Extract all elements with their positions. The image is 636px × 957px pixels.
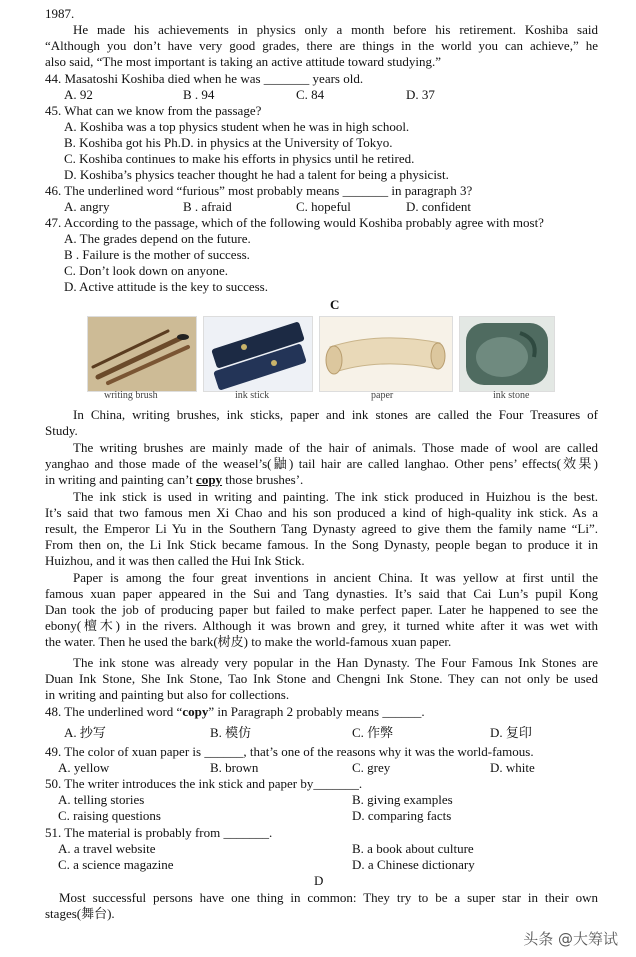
q51-stem: 51. The material is probably from _______. bbox=[45, 825, 273, 840]
q48-stem-before: 48. The underlined word “ bbox=[45, 704, 183, 719]
q48-option-b[interactable]: B. 模仿 bbox=[210, 725, 252, 740]
q49-option-d[interactable]: D. white bbox=[490, 760, 535, 775]
p2-text-before: in writing and painting can’t bbox=[45, 472, 197, 487]
passage-c-p4-line-1: Paper is among the four great inventions in ancient China. It was yellow at first until the bbox=[73, 570, 598, 585]
q51-option-c[interactable]: C. a science magazine bbox=[58, 857, 174, 872]
passage-c-p2-line-1: The writing brushes are mainly made of the hair of animals. Those made of wool are called bbox=[73, 440, 598, 455]
q48-stem-after: ” in Paragraph 2 probably means ______. bbox=[208, 704, 425, 719]
passage-c-p3-line-1: The ink stick is used in writing and painting. The ink stick produced in Huizhou is the best. bbox=[73, 489, 598, 504]
passage-c-p2-line-3 bbox=[45, 472, 303, 488]
top-fragment: 1987. bbox=[45, 6, 75, 21]
passage-c-p5-line-3: in writing and painting but also for collections. bbox=[45, 687, 290, 702]
caption-writing-brush: writing brush bbox=[104, 390, 158, 401]
q48-option-d[interactable]: D. 复印 bbox=[490, 725, 532, 740]
q44-option-b[interactable]: B . 94 bbox=[183, 87, 215, 102]
passage-c-p5-line-2: Duan Ink Stone, She Ink Stone, Tao Ink Stone and Chengni Ink Stone. They can not only be used bbox=[45, 671, 598, 686]
underlined-word-copy: copy bbox=[196, 472, 223, 487]
q45-stem: 45. What can we know from the passage? bbox=[45, 103, 262, 118]
caption-ink-stick: ink stick bbox=[235, 390, 270, 401]
q50-option-a[interactable]: A. telling stories bbox=[58, 792, 145, 807]
q49-option-b[interactable]: B. brown bbox=[210, 760, 259, 775]
passage-c-p1-line-1: In China, writing brushes, ink sticks, paper and ink stones are called the Four Treasures of bbox=[73, 407, 598, 422]
q48-option-a[interactable]: A. 抄写 bbox=[64, 725, 106, 740]
ink-stick-image bbox=[203, 316, 313, 392]
caption-paper: paper bbox=[371, 390, 394, 401]
section-c-heading: C bbox=[330, 297, 340, 312]
q50-stem: 50. The writer introduces the ink stick and paper by_______. bbox=[45, 776, 363, 791]
q44-option-a[interactable]: A. 92 bbox=[64, 87, 93, 102]
q47-option-d[interactable]: D. Active attitude is the key to success. bbox=[64, 279, 268, 294]
q48-option-c[interactable]: C. 作弊 bbox=[352, 725, 394, 740]
q51-option-d[interactable]: D. a Chinese dictionary bbox=[352, 857, 475, 872]
passage-c-p3-line-2: It’s said that two famous men Xi Chao and his son produced a kind of high-quality ink stick. As a bbox=[45, 505, 598, 520]
watermark: 头条 @大筹试 bbox=[523, 930, 618, 948]
passage-d-line-1: Most successful persons have one thing in common: They try to be a super star in their own bbox=[59, 890, 598, 905]
q45-option-d[interactable]: D. Koshiba’s physics teacher thought he had a talent for being a physicist. bbox=[64, 167, 449, 182]
q51-option-a[interactable]: A. a travel website bbox=[58, 841, 156, 856]
q44-option-d[interactable]: D. 37 bbox=[406, 87, 435, 102]
passage-c-p3-line-3: result, the Emperor Li Yu in the Southern Tang Dynasty agreed to give them the family name “Li”. bbox=[45, 521, 598, 536]
q46-stem: 46. The underlined word “furious” most probably means _______ in paragraph 3? bbox=[45, 183, 473, 198]
passage-b-line-2: “Although you don’t have very good grades, there are things in the world you can achieve,” he bbox=[45, 38, 598, 53]
q50-option-d[interactable]: D. comparing facts bbox=[352, 808, 452, 823]
p2-text-after: those brushes’. bbox=[222, 472, 304, 487]
q45-option-b[interactable]: B. Koshiba got his Ph.D. in physics at the University of Tokyo. bbox=[64, 135, 393, 150]
q47-option-b[interactable]: B . Failure is the mother of success. bbox=[64, 247, 250, 262]
q44-option-c[interactable]: C. 84 bbox=[296, 87, 325, 102]
q50-option-c[interactable]: C. raising questions bbox=[58, 808, 161, 823]
writing-brush-image bbox=[87, 316, 197, 392]
passage-c-p4-line-5: the water. Then he used the bark(树皮) to make the world-famous xuan paper. bbox=[45, 634, 452, 649]
q46-option-c[interactable]: C. hopeful bbox=[296, 199, 351, 214]
passage-d-line-2: stages(舞台). bbox=[45, 906, 115, 921]
ink-stone-image bbox=[459, 316, 555, 392]
q51-option-b[interactable]: B. a book about culture bbox=[352, 841, 474, 856]
passage-b-line-3: also said, “The most important is taking an active attitude toward studying.” bbox=[45, 54, 442, 69]
passage-b-line-1: He made his achievements in physics only a month before his retirement. Koshiba said bbox=[73, 22, 598, 37]
q49-stem: 49. The color of xuan paper is ______, that’s one of the reasons why it was the world-famous. bbox=[45, 744, 534, 759]
q48-stem bbox=[45, 704, 425, 720]
paper-image bbox=[319, 316, 453, 392]
caption-ink-stone: ink stone bbox=[493, 390, 530, 401]
q45-option-c[interactable]: C. Koshiba continues to make his efforts in physics until he retired. bbox=[64, 151, 415, 166]
passage-c-p2-line-2: yanghao and those made of the weasel’s(鼬) tail hair are called langhao. Other pens’ effects(效果) bbox=[45, 456, 598, 471]
q46-option-a[interactable]: A. angry bbox=[64, 199, 110, 214]
passage-c-p4-line-3: Dan took the job of producing paper but failed to make perfect paper. Later he happened to see the bbox=[45, 602, 598, 617]
q44-stem: 44. Masatoshi Koshiba died when he was _______ years old. bbox=[45, 71, 364, 86]
passage-c-p3-line-5: Huizhou, and it was then called the Hui Ink Stick. bbox=[45, 553, 305, 568]
q46-option-d[interactable]: D. confident bbox=[406, 199, 471, 214]
q45-option-a[interactable]: A. Koshiba was a top physics student when he was in high school. bbox=[64, 119, 410, 134]
q49-option-a[interactable]: A. yellow bbox=[58, 760, 110, 775]
q49-option-c[interactable]: C. grey bbox=[352, 760, 391, 775]
q47-stem: 47. According to the passage, which of the following would Koshiba probably agree with most? bbox=[45, 215, 544, 230]
q47-option-c[interactable]: C. Don’t look down on anyone. bbox=[64, 263, 229, 278]
passage-c-p4-line-2: famous xuan paper appeared in the Sui and Tang dynasties. It’s said that Cai Lun’s pupil Kong bbox=[45, 586, 598, 601]
passage-c-p1-line-2: Study. bbox=[45, 423, 78, 438]
q47-option-a[interactable]: A. The grades depend on the future. bbox=[64, 231, 251, 246]
q48-stem-word: copy bbox=[182, 704, 209, 719]
q50-option-b[interactable]: B. giving examples bbox=[352, 792, 453, 807]
passage-c-p4-line-4: ebony(檀木) in the rivers. Although it was brown and grey, it turned white after it was wet with bbox=[45, 618, 598, 633]
passage-c-p3-line-4: From then on, the Li Ink Stick became famous. In the Song Dynasty, people began to produce it in bbox=[45, 537, 598, 552]
passage-c-p5-line-1: The ink stone was already very popular in the Han Dynasty. The Four Famous Ink Stones are bbox=[73, 655, 598, 670]
section-d-heading: D bbox=[314, 873, 324, 888]
q46-option-b[interactable]: B . afraid bbox=[183, 199, 232, 214]
